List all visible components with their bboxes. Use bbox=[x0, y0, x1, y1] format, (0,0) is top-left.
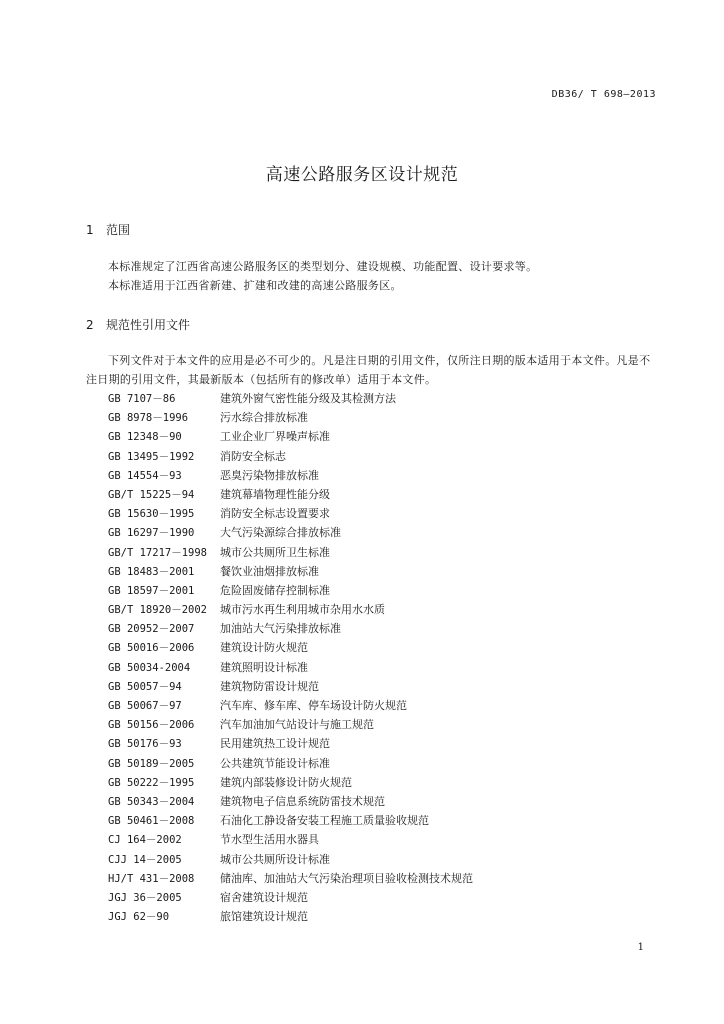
reference-name: 城市污水再生利用城市杂用水水质 bbox=[220, 603, 385, 617]
reference-item bbox=[108, 638, 473, 657]
reference-code: CJ 164－2002 bbox=[108, 834, 182, 847]
reference-item bbox=[108, 485, 473, 504]
reference-name: 旅馆建筑设计规范 bbox=[220, 910, 308, 924]
reference-item bbox=[108, 754, 473, 773]
reference-item bbox=[108, 677, 473, 696]
reference-name: 节水型生活用水器具 bbox=[220, 833, 319, 847]
reference-code: GB/T 18920－2002 bbox=[108, 604, 208, 617]
section-title: 范围 bbox=[106, 223, 131, 237]
reference-item bbox=[108, 427, 473, 446]
reference-name: 大气污染源综合排放标准 bbox=[220, 526, 341, 540]
reference-name: 污水综合排放标准 bbox=[220, 411, 308, 425]
reference-item bbox=[108, 773, 473, 792]
reference-code: JGJ 62－90 bbox=[108, 911, 170, 924]
reference-item bbox=[108, 734, 473, 753]
reference-code: GB 50461－2008 bbox=[108, 815, 195, 828]
section-number: 1 bbox=[86, 223, 94, 237]
reference-name: 建筑幕墙物理性能分级 bbox=[220, 487, 330, 501]
reference-code: GB 8978－1996 bbox=[108, 412, 189, 425]
reference-item bbox=[108, 504, 473, 523]
page-number: 1 bbox=[637, 942, 644, 953]
reference-code: JGJ 36－2005 bbox=[108, 891, 182, 904]
reference-code: GB 16297－1990 bbox=[108, 527, 195, 540]
reference-item bbox=[108, 408, 473, 427]
reference-item bbox=[108, 850, 473, 869]
reference-code: GB 50034-2004 bbox=[108, 661, 191, 674]
reference-item bbox=[108, 581, 473, 600]
reference-code: GB 12348－90 bbox=[108, 431, 182, 444]
reference-name: 石油化工静设备安装工程施工质量验收规范 bbox=[220, 814, 429, 828]
reference-name: 汽车库、修车库、停车场设计防火规范 bbox=[220, 699, 407, 712]
reference-item bbox=[108, 562, 473, 581]
reference-code: GB 50343－2004 bbox=[108, 795, 195, 808]
reference-item bbox=[108, 869, 473, 888]
reference-code: GB 50067－97 bbox=[108, 700, 182, 712]
reference-name: 城市公共厕所卫生标准 bbox=[220, 545, 330, 559]
reference-code: GB 20952－2007 bbox=[108, 623, 195, 636]
reference-item bbox=[108, 543, 473, 562]
reference-code: GB 18483－2001 bbox=[108, 565, 195, 578]
reference-item bbox=[108, 888, 473, 907]
reference-name: 宿舍建筑设计规范 bbox=[220, 890, 308, 904]
reference-name: 工业企业厂界噪声标准 bbox=[220, 430, 330, 444]
reference-code: GB/T 17217－1998 bbox=[108, 546, 208, 559]
section-title: 规范性引用文件 bbox=[106, 318, 191, 332]
reference-item bbox=[108, 792, 473, 811]
reference-code: GB 14554－93 bbox=[108, 469, 182, 482]
reference-name: 储油库、加油站大气污染治理项目验收检测技术规范 bbox=[220, 871, 473, 885]
reference-name: 建筑外窗气密性能分级及其检测方法 bbox=[220, 392, 396, 405]
reference-item bbox=[108, 715, 473, 734]
reference-name: 建筑照明设计标准 bbox=[220, 660, 308, 674]
scope-paragraph-1: 本标准规定了江西省高速公路服务区的类型划分、建设规模、功能配置、设计要求等。 bbox=[108, 260, 538, 273]
reference-item bbox=[108, 466, 473, 485]
reference-item bbox=[108, 447, 473, 466]
reference-name: 餐饮业油烟排放标准 bbox=[220, 564, 319, 578]
reference-item bbox=[108, 619, 473, 638]
references-intro: 下列文件对于本文件的应用是必不可少的。凡是注日期的引用文件，仅所注日期的版本适用于本文件。凡是不注日期的引用文件，其最新版本（包括所有的修改单）适用于本文件。 bbox=[86, 354, 651, 386]
reference-code: GB 18597－2001 bbox=[108, 584, 195, 597]
reference-code: GB 50057－94 bbox=[108, 680, 182, 693]
document-code: DB36/ T 698—2013 bbox=[551, 89, 656, 100]
reference-item bbox=[108, 907, 473, 926]
reference-name: 公共建筑节能设计标准 bbox=[220, 756, 330, 770]
document-title: 高速公路服务区设计规范 bbox=[265, 165, 459, 185]
reference-name: 消防安全标志设置要求 bbox=[220, 507, 330, 521]
reference-item bbox=[108, 696, 473, 715]
reference-code: GB 15630－1995 bbox=[108, 508, 195, 521]
section-heading-references bbox=[86, 316, 190, 333]
reference-code: GB 50189－2005 bbox=[108, 757, 195, 770]
reference-list bbox=[108, 389, 473, 926]
reference-code: GB 50176－93 bbox=[108, 738, 182, 751]
reference-code: GB 50016－2006 bbox=[108, 642, 195, 655]
reference-code: GB 7107－86 bbox=[108, 393, 176, 405]
section-number: 2 bbox=[86, 318, 94, 332]
reference-code: GB 13495－1992 bbox=[108, 450, 195, 463]
reference-name: 建筑物电子信息系统防雷技术规范 bbox=[220, 794, 385, 808]
reference-item bbox=[108, 523, 473, 542]
reference-name: 城市公共厕所设计标准 bbox=[220, 852, 330, 866]
reference-code: GB 50222－1995 bbox=[108, 776, 195, 789]
reference-item bbox=[108, 811, 473, 830]
reference-name: 建筑设计防火规范 bbox=[220, 641, 308, 655]
reference-name: 消防安全标志 bbox=[220, 449, 286, 463]
reference-name: 恶臭污染物排放标准 bbox=[220, 468, 319, 482]
reference-code: GB/T 15225－94 bbox=[108, 488, 195, 501]
reference-name: 加油站大气污染排放标准 bbox=[220, 622, 341, 636]
scope-paragraph-2: 本标准适用于江西省新建、扩建和改建的高速公路服务区。 bbox=[108, 279, 402, 292]
reference-name: 建筑内部装修设计防火规范 bbox=[220, 775, 352, 789]
reference-code: HJ/T 431－2008 bbox=[108, 872, 195, 885]
reference-name: 汽车加油加气站设计与施工规范 bbox=[220, 718, 374, 732]
reference-name: 民用建筑热工设计规范 bbox=[220, 737, 330, 751]
reference-item bbox=[108, 830, 473, 849]
reference-item bbox=[108, 600, 473, 619]
reference-code: CJJ 14－2005 bbox=[108, 853, 182, 866]
reference-item bbox=[108, 389, 473, 408]
reference-name: 危险固废储存控制标准 bbox=[220, 583, 330, 597]
reference-item bbox=[108, 658, 473, 677]
section-heading-scope bbox=[86, 221, 130, 238]
reference-code: GB 50156－2006 bbox=[108, 719, 195, 732]
reference-name: 建筑物防雷设计规范 bbox=[220, 679, 319, 693]
